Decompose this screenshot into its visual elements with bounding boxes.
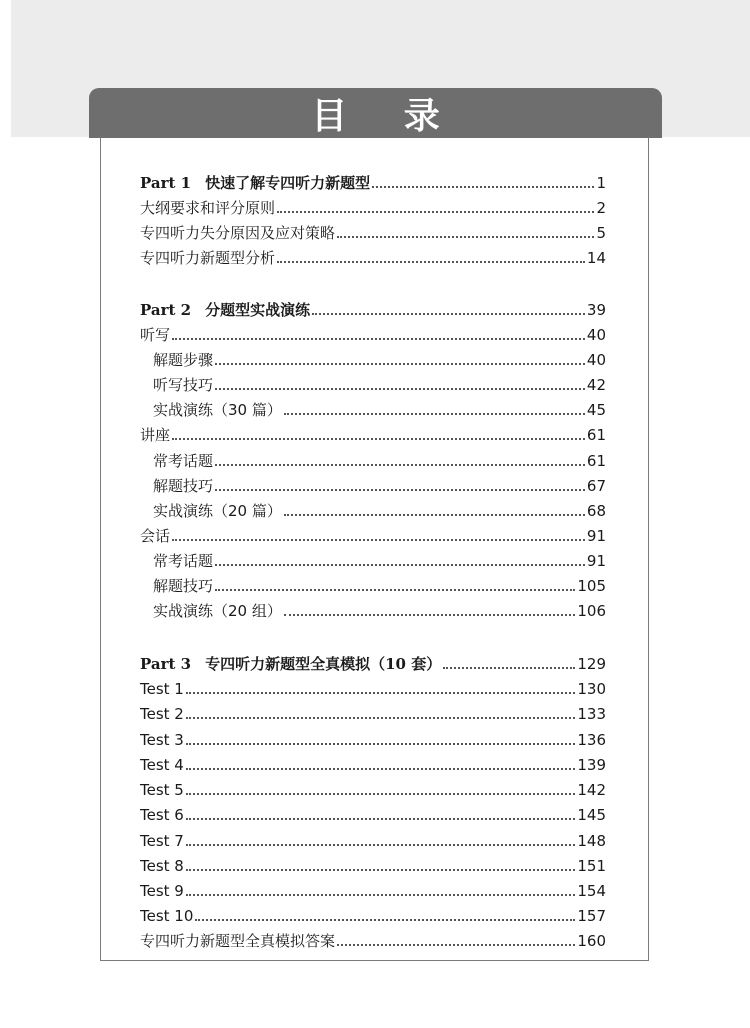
leader-dots bbox=[215, 489, 585, 491]
toc-entry[interactable] bbox=[140, 423, 606, 445]
entry-label: 讲座 bbox=[140, 426, 171, 444]
entry-label: 实战演练（20 篇） bbox=[153, 502, 282, 520]
toc-subentry[interactable] bbox=[153, 449, 606, 471]
toc-subentry[interactable] bbox=[153, 549, 606, 571]
leader-dots bbox=[215, 388, 585, 390]
page-number: 40 bbox=[586, 326, 606, 344]
part-number: Part 2 bbox=[140, 301, 192, 319]
leader-dots bbox=[186, 743, 576, 745]
page-number: 1 bbox=[596, 174, 606, 192]
toc-entry[interactable] bbox=[140, 221, 606, 243]
entry-label: 大纲要求和评分原则 bbox=[140, 199, 276, 217]
leader-dots bbox=[337, 944, 575, 946]
leader-dots bbox=[215, 464, 585, 466]
page-number: 142 bbox=[577, 781, 606, 799]
toc-part-2[interactable] bbox=[140, 298, 606, 320]
entry-label: Test 3 bbox=[140, 731, 184, 749]
toc-entry[interactable] bbox=[140, 778, 606, 800]
entry-label: Test 8 bbox=[140, 857, 184, 875]
toc-entry[interactable] bbox=[140, 879, 606, 901]
page-number: 5 bbox=[596, 224, 606, 242]
toc-entry[interactable] bbox=[140, 829, 606, 851]
page-number: 129 bbox=[577, 655, 606, 673]
toc-entry[interactable] bbox=[140, 728, 606, 750]
page-number: 14 bbox=[586, 249, 606, 267]
leader-dots bbox=[337, 236, 594, 238]
page-number: 133 bbox=[577, 705, 606, 723]
leader-dots bbox=[215, 589, 575, 591]
entry-label: 听写技巧 bbox=[153, 376, 214, 394]
toc-entry[interactable] bbox=[140, 929, 606, 951]
leader-dots bbox=[172, 539, 585, 541]
entry-label: 解题技巧 bbox=[153, 477, 214, 495]
entry-label: Test 2 bbox=[140, 705, 184, 723]
entry-label: Test 6 bbox=[140, 806, 184, 824]
entry-label: 解题技巧 bbox=[153, 577, 214, 595]
leader-dots bbox=[186, 717, 576, 719]
leader-dots bbox=[186, 793, 576, 795]
page-number: 39 bbox=[586, 301, 606, 319]
part-title: 分题型实战演练 bbox=[205, 301, 311, 319]
entry-label: 常考话题 bbox=[153, 452, 214, 470]
leader-dots bbox=[186, 844, 576, 846]
leader-dots bbox=[172, 438, 585, 440]
page-number: 154 bbox=[577, 882, 606, 900]
page-number: 40 bbox=[586, 351, 606, 369]
toc-entry[interactable] bbox=[140, 196, 606, 218]
page-number: 61 bbox=[586, 452, 606, 470]
leader-dots bbox=[186, 869, 576, 871]
leader-dots bbox=[284, 413, 585, 415]
page-number: 68 bbox=[586, 502, 606, 520]
entry-label: 听写 bbox=[140, 326, 171, 344]
entry-label: 专四听力新题型分析 bbox=[140, 249, 276, 267]
page-number: 2 bbox=[596, 199, 606, 217]
entry-label: 专四听力新题型全真模拟答案 bbox=[140, 932, 336, 950]
leader-dots bbox=[284, 614, 576, 616]
page-number: 42 bbox=[586, 376, 606, 394]
entry-label: 常考话题 bbox=[153, 552, 214, 570]
leader-dots bbox=[277, 211, 594, 213]
toc-subentry[interactable] bbox=[153, 348, 606, 370]
page-number: 105 bbox=[577, 577, 606, 595]
toc-entry[interactable] bbox=[140, 702, 606, 724]
page-number: 106 bbox=[577, 602, 606, 620]
entry-label: 专四听力失分原因及应对策略 bbox=[140, 224, 336, 242]
page-number: 160 bbox=[577, 932, 606, 950]
toc-subentry[interactable] bbox=[153, 499, 606, 521]
toc-entry[interactable] bbox=[140, 677, 606, 699]
toc-entry[interactable] bbox=[140, 904, 606, 926]
page-title: 目 录 bbox=[311, 95, 462, 137]
leader-dots bbox=[312, 313, 585, 315]
entry-label: 实战演练（30 篇） bbox=[153, 401, 282, 419]
part-number: Part 1 bbox=[140, 174, 192, 192]
toc-entry[interactable] bbox=[140, 753, 606, 775]
page-number: 136 bbox=[577, 731, 606, 749]
toc-entry[interactable] bbox=[140, 246, 606, 268]
part-title: 专四听力新题型全真模拟（10 套） bbox=[205, 655, 442, 673]
page-number: 91 bbox=[586, 527, 606, 545]
page-number: 157 bbox=[577, 907, 606, 925]
leader-dots bbox=[186, 692, 576, 694]
leader-dots bbox=[195, 919, 575, 921]
page-number: 151 bbox=[577, 857, 606, 875]
entry-label: 实战演练（20 组） bbox=[153, 602, 282, 620]
leader-dots bbox=[372, 186, 594, 188]
toc-entry[interactable] bbox=[140, 524, 606, 546]
leader-dots bbox=[443, 667, 575, 669]
page-number: 130 bbox=[577, 680, 606, 698]
page-number: 145 bbox=[577, 806, 606, 824]
title-bar bbox=[89, 88, 662, 138]
entry-label: Test 5 bbox=[140, 781, 184, 799]
page-number: 45 bbox=[586, 401, 606, 419]
page-number: 61 bbox=[586, 426, 606, 444]
toc-subentry[interactable] bbox=[153, 373, 606, 395]
toc-part-1[interactable] bbox=[140, 171, 606, 193]
toc-subentry[interactable] bbox=[153, 574, 606, 596]
entry-label: Test 10 bbox=[140, 907, 194, 925]
leader-dots bbox=[284, 514, 585, 516]
page-number: 91 bbox=[586, 552, 606, 570]
leader-dots bbox=[186, 818, 576, 820]
leader-dots bbox=[186, 768, 576, 770]
entry-label: Test 7 bbox=[140, 832, 184, 850]
page-number: 139 bbox=[577, 756, 606, 774]
toc-subentry[interactable] bbox=[153, 599, 606, 621]
toc-entry[interactable] bbox=[140, 803, 606, 825]
entry-label: 解题步骤 bbox=[153, 351, 214, 369]
toc-entry[interactable] bbox=[140, 323, 606, 345]
page-number: 67 bbox=[586, 477, 606, 495]
part-title: 快速了解专四听力新题型 bbox=[205, 174, 371, 192]
part-number: Part 3 bbox=[140, 655, 192, 673]
toc-subentry[interactable] bbox=[153, 474, 606, 496]
leader-dots bbox=[186, 894, 576, 896]
toc-subentry[interactable] bbox=[153, 398, 606, 420]
toc-part-3[interactable] bbox=[140, 652, 606, 674]
leader-dots bbox=[277, 261, 585, 263]
entry-label: Test 4 bbox=[140, 756, 184, 774]
leader-dots bbox=[215, 564, 585, 566]
leader-dots bbox=[172, 338, 585, 340]
entry-label: Test 9 bbox=[140, 882, 184, 900]
entry-label: 会话 bbox=[140, 527, 171, 545]
toc-entry[interactable] bbox=[140, 854, 606, 876]
page-number: 148 bbox=[577, 832, 606, 850]
entry-label: Test 1 bbox=[140, 680, 184, 698]
leader-dots bbox=[215, 363, 585, 365]
